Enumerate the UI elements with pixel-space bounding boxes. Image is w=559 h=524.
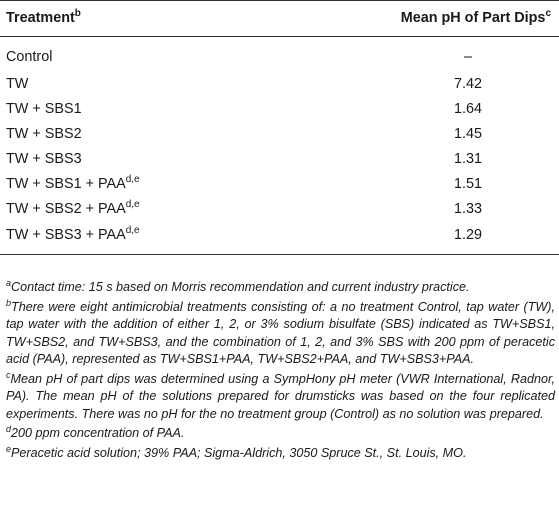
footnote-text: Mean pH of part dips was determined using a SympHony pH meter (VWR International, Radnor, PA). The mean pH of the solutions prepared for drumsticks was based on the four replicated experiments. There was no pH for the no treatment group (Control) as no solution was prepared. [6, 371, 555, 421]
footnote-mark: d [6, 423, 12, 434]
row-value: 1.29 [263, 221, 559, 255]
row-treatment [0, 196, 263, 221]
footnote-b [6, 299, 555, 369]
row-value: 1.51 [453, 175, 482, 192]
header-mean-ph-sup: c [545, 8, 551, 20]
table-row [0, 196, 559, 221]
row-treatment-name: TW + SBS3 + PAA [6, 227, 126, 243]
header-treatment-label: Treatment [6, 10, 75, 26]
footnote-mark: c [6, 369, 11, 380]
row-value: – [463, 49, 472, 65]
row-treatment-name: TW + SBS2 + PAA [6, 200, 126, 217]
table-row [0, 221, 559, 255]
footnote-e [6, 445, 555, 463]
row-treatment-name: Control [6, 49, 53, 65]
footnotes [6, 279, 555, 464]
ph-table [0, 0, 559, 255]
row-treatment [0, 96, 263, 121]
row-value: 1.31 [453, 150, 482, 167]
row-treatment [0, 221, 263, 255]
table-row [0, 146, 559, 171]
footnote-mark: a [6, 277, 12, 288]
footnote-d [6, 425, 555, 443]
footnote-text: Peracetic acid solution; 39% PAA; Sigma-Aldrich, 3050 Spruce St., St. Louis, MO. [11, 445, 467, 460]
row-treatment-name: TW + SBS1 [6, 100, 82, 117]
table-row [0, 96, 559, 121]
row-treatment-name: TW + SBS2 [6, 125, 82, 142]
header-mean-ph [263, 1, 559, 37]
row-treatment [0, 146, 263, 171]
header-treatment [0, 1, 263, 37]
row-treatment-sup: d,e [125, 198, 140, 210]
row-treatment [0, 121, 263, 146]
header-mean-ph-label: Mean pH of Part Dips [400, 10, 546, 26]
row-treatment-sup: d,e [125, 173, 140, 185]
header-treatment-sup: b [74, 8, 81, 20]
row-value: 1.64 [453, 100, 482, 117]
row-treatment [0, 171, 263, 196]
footnote-c [6, 371, 555, 424]
row-treatment-name: TW + SBS1 + PAA [6, 175, 126, 192]
row-value: 7.42 [453, 75, 482, 92]
table-row [0, 171, 559, 196]
row-value: 1.33 [453, 200, 482, 217]
footnote-text: 200 ppm concentration of PAA. [11, 426, 185, 440]
footnote-text: Contact time: 15 s based on Morris recommendation and current industry practice. [11, 280, 470, 294]
row-treatment-name: TW [6, 75, 29, 92]
row-treatment-sup: d,e [125, 225, 140, 237]
row-treatment [0, 71, 263, 96]
footnote-a [6, 279, 555, 297]
footnote-text: There were eight antimicrobial treatments consisting of: a no treatment Control, tap water (TW), tap water with the addition of either 1, 2, or 3% sodium bisulfate (SBS) indicated as TW+SBS1, TW+SBS2, and TW+SBS3, and the combination of 1, 2, and 3% SBS with 200 ppm of peracetic acid (PAA), represented as TW+SBS1+PAA, TW+SBS2+PAA, and TW+SBS3+PAA. [6, 299, 555, 366]
row-value: 1.45 [453, 125, 482, 142]
row-treatment [0, 37, 263, 72]
table-row [0, 71, 559, 96]
row-treatment-name: TW + SBS3 [6, 150, 82, 167]
table-row [0, 121, 559, 146]
footnote-mark: b [6, 297, 12, 308]
footnote-mark: e [6, 443, 12, 454]
table-row [0, 37, 559, 72]
table-header-row [0, 1, 559, 37]
